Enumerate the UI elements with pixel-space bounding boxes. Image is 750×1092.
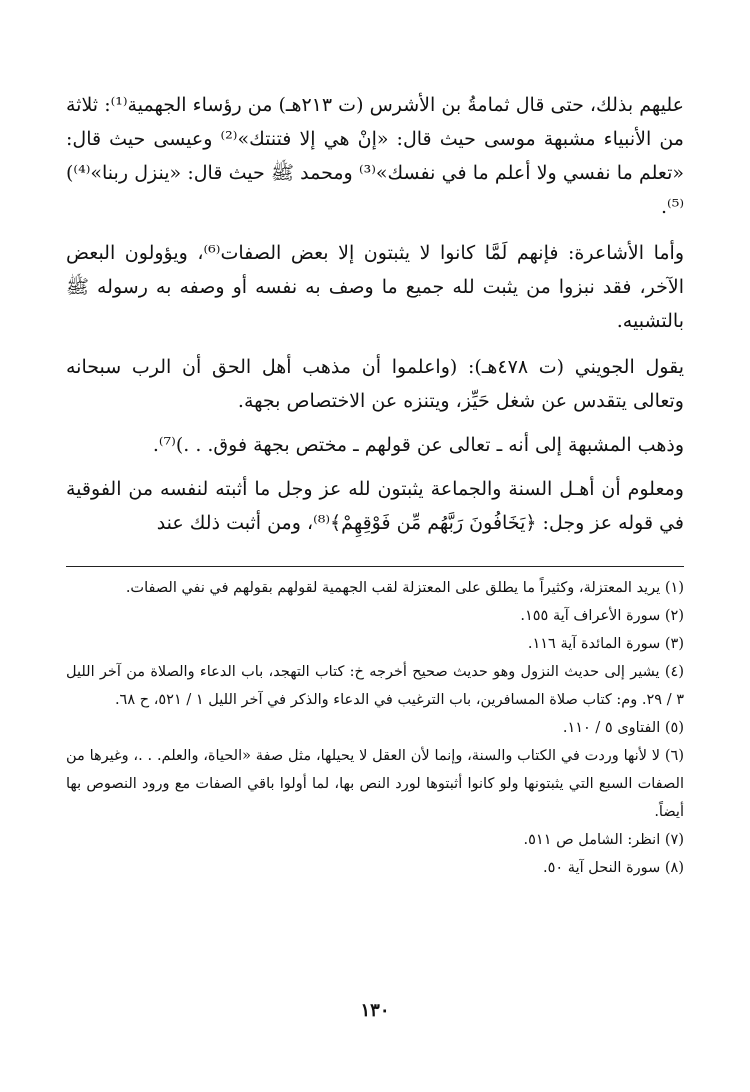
- page-number: ١٣٠: [360, 1000, 390, 1021]
- paragraph-ahl-alsunna: ومعلوم أن أهـل السنة والجماعة يثبتون لله عز وجل ما أثبته لنفسه من الفوقية في قوله عز وجل: ﴿يَخَافُونَ رَبَّهُم مِّن فَوْقِهِمْ﴾⁽⁸⁾، ومن أثبت ذلك عند: [66, 478, 684, 534]
- paragraph-juwayni-quote: يقول الجويني (ت ٤٧٨هـ): (واعلموا أن مذهب أهل الحق أن الرب سبحانه وتعالى يتقدس عن شغل حَيِّز، ويتنزه عن الاختصاص بجهة.: [66, 356, 684, 412]
- footnote-2: (٢) سورة الأعراف آية ١٥٥.: [520, 608, 684, 624]
- footnote-7: (٧) انظر: الشامل ص ٥١١.: [523, 832, 684, 848]
- main-text: [66, 88, 684, 552]
- footnote-3: (٣) سورة المائدة آية ١١٦.: [527, 636, 684, 652]
- paragraph-1: عليهم بذلك، حتى قال ثمامةُ بن الأشرس (ت ٢١٣هـ) من رؤساء الجهمية⁽¹⁾: ثلاثة من الأنبياء مشبهة موسى حيث قال: «إنْ هي إلا فتنتك»⁽²⁾ وعيسى حيث قال: «تعلم ما نفسي ولا أعلم ما في نفسك»⁽³⁾ ومحمد ﷺ حيث قال: «ينزل ربنا»⁽⁴⁾)⁽⁵⁾.: [66, 94, 685, 218]
- footnote-divider: [66, 566, 684, 567]
- footnote-8: (٨) سورة النحل آية ٥٠.: [543, 860, 684, 876]
- footnotes: [66, 574, 684, 882]
- footnote-6: (٦) لا لأنها وردت في الكتاب والسنة، وإنما لأن العقل لا يحيلها، مثل صفة «الحياة، والعلم. . .، وغيرها من الصفات السبع التي يثبتونها ولو كانوا أثبتوها لورد النص بها، لما أولوا باقي الصفات مع ورود النصوص بها أيضاً.: [66, 748, 684, 820]
- footnote-4: (٤) يشير إلى حديث النزول وهو حديث صحيح أخرجه خ: كتاب التهجد، باب الدعاء والصلاة من آخر الليل ٣ / ٢٩. وم: كتاب صلاة المسافرين، باب الترغيب في الدعاء والذكر في آخر الليل ١ / ٥٢١، ح ٦٨.: [66, 664, 684, 708]
- paragraph-mushabbiha: وذهب المشبهة إلى أنه ـ تعالى عن قولهم ـ مختص بجهة فوق. . .)⁽⁷⁾.: [152, 434, 684, 456]
- footnote-1: (١) يريد المعتزلة، وكثيراً ما يطلق على المعتزلة لقب الجهمية لقولهم بقولهم في نفي الصفات.: [125, 580, 684, 596]
- footnote-5: (٥) الفتاوى ٥ / ١١٠.: [562, 720, 684, 736]
- paragraph-asharites: وأما الأشاعرة: فإنهم لَمَّا كانوا لا يثبتون إلا بعض الصفات⁽⁶⁾، ويؤولون البعض الآخر، فقد نبزوا من يثبت لله جميع ما وصف به نفسه أو وصفه به رسوله ﷺ بالتشبيه.: [66, 242, 684, 332]
